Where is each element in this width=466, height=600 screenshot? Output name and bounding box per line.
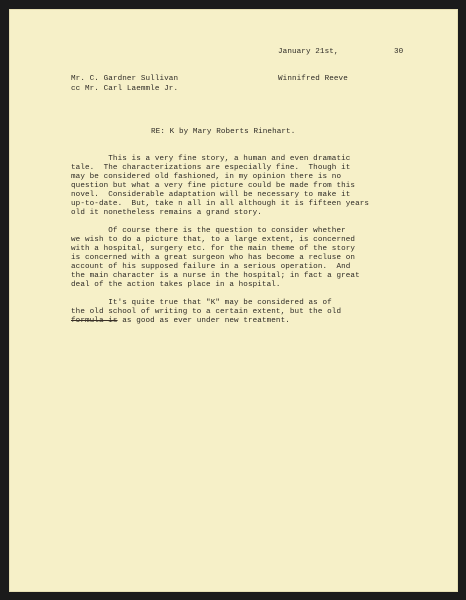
recipient-to: Mr. C. Gardner Sullivan xyxy=(71,75,179,83)
page-number: 30 xyxy=(394,48,404,56)
paragraph-line: the old school of writing to a certain extent, but the old xyxy=(71,308,342,316)
paragraph-line: It's quite true that "K" may be considered as of xyxy=(71,299,332,307)
paragraph-line: we wish to do a picture that, to a large extent, is concerned xyxy=(71,236,356,244)
paragraph-line: up-to-date. But, take n all in all although it is fifteen years xyxy=(71,200,370,208)
letter-date: January 21st, xyxy=(278,48,339,56)
paragraph-line: old it nonetheless remains a grand story. xyxy=(71,209,262,217)
paragraph-line: Of course there is the question to consider whether xyxy=(71,227,346,235)
paragraph-line: with a hospital, surgery etc. for the main theme of the story xyxy=(71,245,356,253)
paragraph-line: is concerned with a great surgeon who has become a recluse on xyxy=(71,254,356,262)
letter-page xyxy=(9,9,458,592)
paragraph-line: the main character is a nurse in the hospital; in fact a great xyxy=(71,272,360,280)
paragraph-line: account of his supposed failure in a serious operation. And xyxy=(71,263,351,271)
paragraph-line: deal of the action takes place in a hospital. xyxy=(71,281,281,289)
paragraph-line: may be considered old fashioned, in my opinion there is no xyxy=(71,173,342,181)
recipient-cc: cc Mr. Carl Laemmle Jr. xyxy=(71,85,179,93)
paragraph-line: This is a very fine story, a human and even dramatic xyxy=(71,155,351,163)
line-text: as good as ever under new treatment. xyxy=(117,317,290,325)
paragraph-line xyxy=(71,317,290,326)
paragraph-line: question but what a very fine picture could be made from this xyxy=(71,182,356,190)
paragraph-line: tale. The characterizations are especially fine. Though it xyxy=(71,164,351,172)
author-name: Winnifred Reeve xyxy=(278,75,348,83)
paragraph-line: novel. Considerable adaptation will be necessary to make it xyxy=(71,191,351,199)
subject-line: RE: K by Mary Roberts Rinehart. xyxy=(151,128,296,136)
struck-text: formula is xyxy=(71,317,118,325)
